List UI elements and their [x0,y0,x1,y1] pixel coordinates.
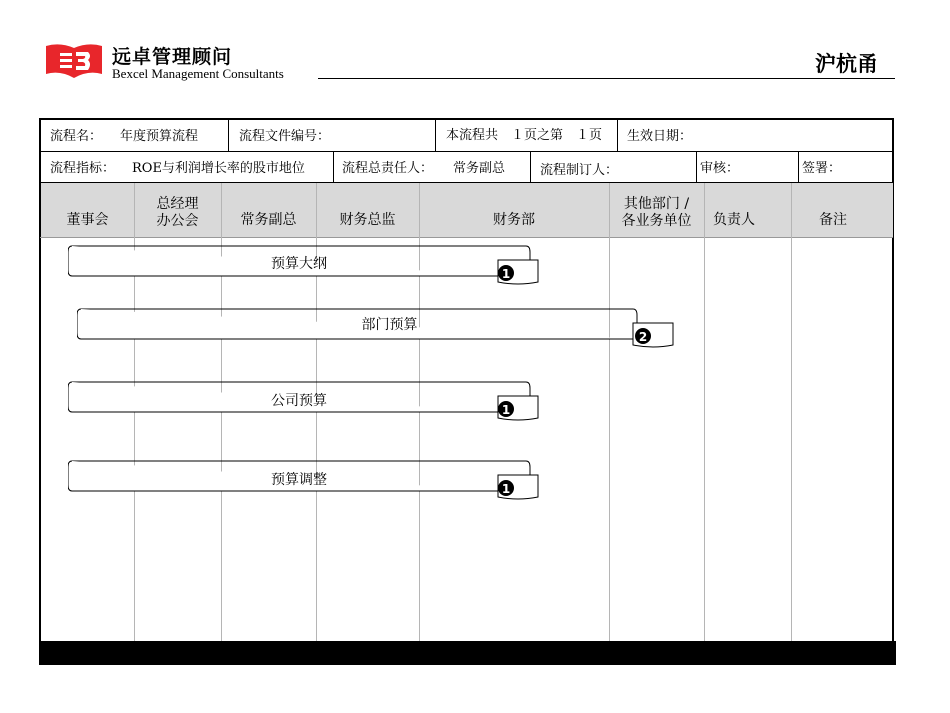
process-budget-outline [68,244,543,290]
sign-label: 签署： [802,161,842,176]
step-marker: 1 [501,403,511,417]
process-label: 预算调整 [271,472,327,488]
info-divider [333,151,334,183]
column-header-owner: 负责人 [713,212,755,228]
info-divider [617,119,618,151]
brand-name-en: Bexcel Management Consultants [112,66,284,81]
info-row-separator [40,151,893,152]
info-divider [696,151,697,183]
owner-value: 常务副总 [453,161,506,176]
footer-bar [39,641,896,665]
column-header-remarks: 备注 [819,212,847,228]
region-title: 沪杭甬 [815,51,878,76]
brand-name-cn: 远卓管理顾问 [112,46,233,68]
header-rule [318,78,895,79]
swimlane-divider [791,183,792,641]
process-name-label: 流程名： [50,129,103,144]
review-label: 审核： [700,161,740,176]
column-header-executive-vp: 常务副总 [240,212,297,228]
step-marker: 2 [638,330,648,344]
process-label: 公司预算 [271,393,327,409]
column-header-gm-office: 总经理 办公会 [156,196,199,229]
process-budget-adjustment [68,459,543,505]
info-divider [530,151,531,183]
column-header-other-depts: 其他部门 / 各业务单位 [621,196,692,229]
column-header-finance-dept: 财务部 [493,212,535,228]
owner-label: 流程总责任人： [342,161,434,176]
info-divider [435,119,436,151]
maker-label: 流程制订人： [540,163,619,178]
indicator-value: ROE与利润增长率的股市地位 [132,161,305,176]
process-dept-budget [77,307,682,353]
info-divider [798,151,799,183]
page-count: 本流程共 １页之第 １页 [446,128,603,143]
info-divider [228,119,229,151]
file-number-label: 流程文件编号： [239,129,331,144]
column-header-cfo: 财务总监 [339,212,396,228]
indicator-label: 流程指标： [50,161,116,176]
column-header-board: 董事会 [66,212,109,228]
process-label: 预算大纲 [271,256,327,272]
step-marker: 1 [501,267,511,281]
swimlane-divider [704,183,705,641]
bexcel-logo-icon [44,42,104,82]
swimlane-header-rule [40,237,893,238]
step-marker: 1 [501,482,511,496]
process-name-value: 年度预算流程 [120,129,199,144]
swimlane-divider [609,183,610,641]
process-label: 部门预算 [361,317,418,333]
process-company-budget [68,380,543,426]
effective-date-label: 生效日期： [627,129,693,144]
